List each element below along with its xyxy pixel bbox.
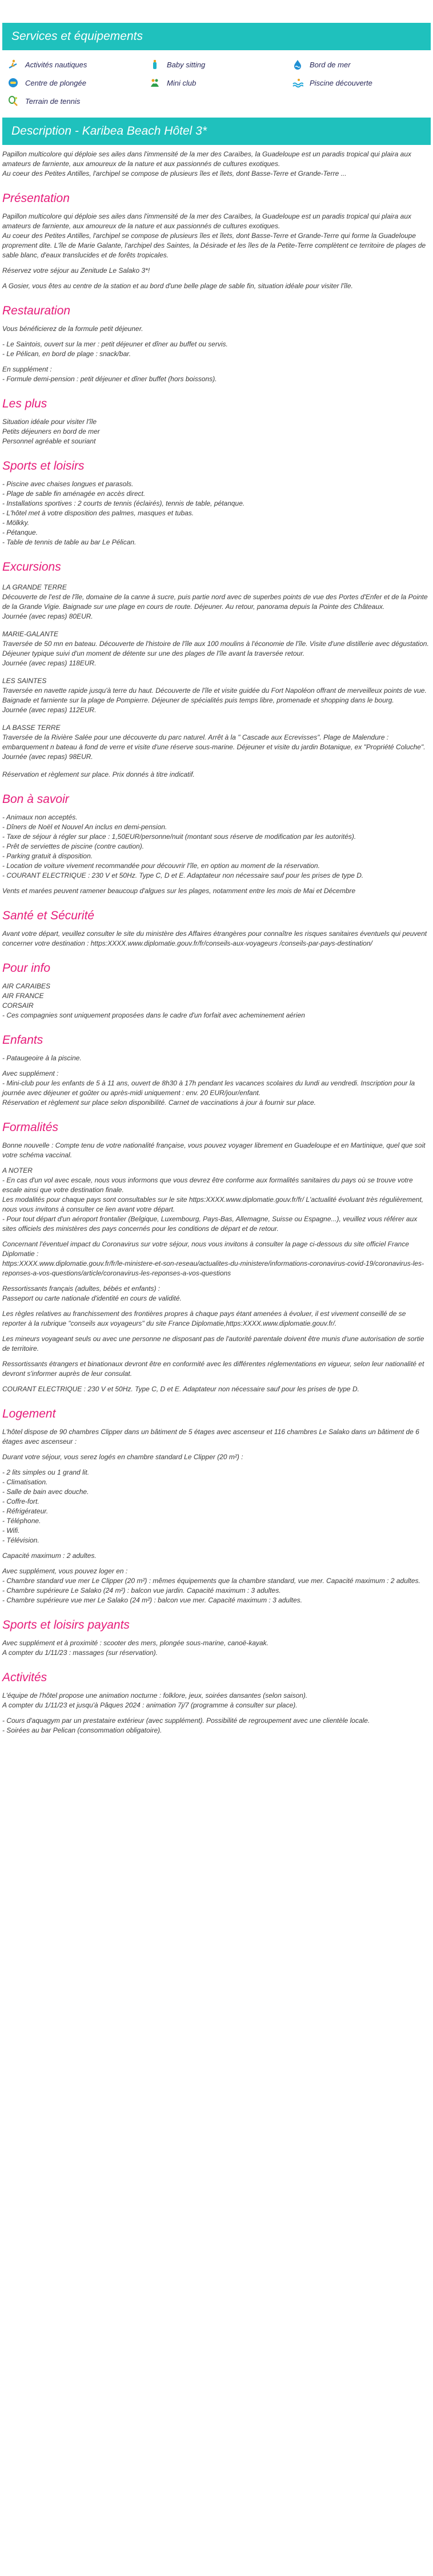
service-item (291, 58, 433, 71)
logement-text: - 2 lits simples ou 1 grand lit. - Climatisation. - Salle de bain avec douche. - Coffre-fort. - Réfrigérateur. - Téléphone. - Wifi. - Télévision. (2, 1468, 90, 1544)
enfants-text: Avec supplément : - Mini-club pour les enfants de 5 à 11 ans, ouvert de 8h30 à 17h pendant les vacances scolaires du lundi au vendredi. Inscription pour la journée avec déjeuner et goûter ou après-midi uniquement : env. 20 EUR/jour/enfant. Réservation et règlement sur place selon disponibilité. Carnet de vaccinations à jour à fournir sur place. (2, 1069, 415, 1107)
section-title-sante: Santé et Sécurité (2, 909, 95, 922)
service-label: Mini club (167, 78, 197, 87)
pool-icon (291, 76, 304, 89)
service-item (7, 58, 149, 71)
pour-info-text: AIR CARAIBES AIR FRANCE CORSAIR - Ces compagnies sont uniquement proposées dans le cadre d'un forfait avec acheminement aérien (2, 982, 305, 1019)
sports-text: - Piscine avec chaises longues et parasols. - Plage de sable fin aménagée en accès direct. - Installations sportives : 2 courts de tennis (éclairés), tennis de table, pétanque. - L'hôtel met à votre disposition des palmes, masques et tubas. - Mölkky. - Pétanque. - Table de tennis de table au bar Le Pélican. (2, 480, 245, 546)
excursion-item (2, 723, 431, 762)
excursion-item (2, 629, 431, 668)
section-title-presentation: Présentation (2, 192, 70, 205)
formalites-text: COURANT ELECTRIQUE : 230 V et 50Hz. Type C, D et E. Adaptateur non nécessaire sauf pour les prises de type D. (2, 1385, 359, 1393)
service-label: Terrain de tennis (25, 96, 81, 106)
formalites-text: Les mineurs voyageant seuls ou avec une personne ne disposant pas de l'autorité parentale doivent être munis d'une autorisation de sortie de territoire. (2, 1335, 424, 1352)
service-item (149, 76, 291, 89)
excursion-name: MARIE-GALANTE (2, 630, 59, 638)
activites-text: L'équipe de l'hôtel propose une animation nocturne : folklore, jeux, soirées dansantes (selon saison). A compter du 1/11/23 et jusqu'à Pâques 2024 : animation 7j/7 (programme à consulter sur place). (2, 1691, 308, 1709)
activites-text: - Cours d'aquagym par un prestataire extérieur (avec supplément). Possibilité de regroupement avec une clientèle locale. - Soirées au bar Pelican (consommation obligatoire). (2, 1717, 370, 1734)
excursion-name: LA GRANDE TERRE (2, 583, 67, 591)
service-label: Baby sitting (167, 60, 206, 69)
excursion-name: LA BASSE TERRE (2, 724, 61, 732)
excursion-price: Journée (avec repas) 112EUR. (2, 706, 97, 714)
excursion-price: Journée (avec repas) 80EUR. (2, 612, 93, 620)
section-title-sports: Sports et loisirs (2, 459, 85, 473)
presentation-text: Réservez votre séjour au Zenitude Le Salako 3*! (2, 267, 150, 274)
formalites-text: Concernant l'éventuel impact du Coronavirus sur votre séjour, nous vous invitons à consulter la page ci-dessous du site officiel France Diplomatie : https:XXXX.www.diplomatie.gouv.fr/fr/le-ministere-et-son-reseau/actualites-du-ministere/informations-coronavirus-covid-19/coronavirus-les-reponses-a-vos-questions/article/coronavirus-les-reponses-a-vos-questions (2, 1240, 424, 1277)
service-label: Piscine découverte (310, 78, 372, 87)
section-title-activites: Activités (2, 1671, 47, 1684)
restauration-text: - Le Saintois, ouvert sur la mer : petit déjeuner et dîner au buffet ou servis. - Le Pélican, en bord de plage : snack/bar. (2, 340, 228, 358)
section-title-pour-info: Pour info (2, 962, 51, 975)
service-label: Bord de mer (310, 60, 351, 69)
service-item (7, 95, 149, 107)
service-item (149, 58, 291, 71)
section-title-enfants: Enfants (2, 1033, 43, 1047)
formalites-text: A NOTER - En cas d'un vol avec escale, nous vous informons que vous devrez être conforme aux formalités sanitaires du pays où se trouve votre escale ainsi que votre destination finale. Les modalités pour chaque pays sont consultables sur le site https:XXXX.www.diplomatie.gouv.fr/fr/ L'actualité évoluant très régulièrement, nous vous invitons à consulter ce lien avant votre départ. - Pour tout départ d'un aéroport frontalier (Belgique, Luxembourg, Pays-Bas, Allemagne, Suisse ou Espagne...), veuillez vous référer aux sites officiels des ministères des pays concernés pour les conditions de départ et de retour. (2, 1166, 424, 1233)
enfants-text: - Pataugeoire à la piscine. (2, 1054, 82, 1062)
section-title-sports-payants: Sports et loisirs payants (2, 1618, 130, 1632)
excursion-text: Traversée de la Rivière Salée pour une découverte du parc naturel. Arrêt à la " Cascade aux Ecrevisses". Plage de Malendure : embarquement n bateau à fond de verre et visite d'une réserve sous-marine. Déjeuner et visite du jardin Botanique, ex "Propriété Coluche". (2, 733, 426, 751)
presentation-text: Papillon multicolore qui déploie ses ailes dans l'immensité de la mer des Caraïbes, la Guadeloupe est un paradis tropical qui plaira aux amateurs de farniente, aux amoureux de la nature et aux passionnés de cultures exotiques. Au coeur des Petites Antilles, l'archipel se compose de plusieurs îles et îlets, dont Basse-Terre et Grande-Terre qui forme la Guadeloupe proprement dite. L'île de Marie Galante, l'archipel des Saintes, la Désirade et les îles de la Petite-Terre complètent ce territoire de plages de sable blanc, d'eaux translucides et de forêts tropicales. (2, 212, 426, 259)
formalites-text: Ressortissants français (adultes, bébés et enfants) : Passeport ou carte nationale d'identité en cours de validité. (2, 1285, 182, 1302)
les-plus-text: Situation idéale pour visiter l'île Petits déjeuners en bord de mer Personnel agréable et souriant (2, 418, 100, 445)
service-item (7, 76, 149, 89)
presentation-text: A Gosier, vous êtes au centre de la station et au bord d'une belle plage de sable fin, situation idéale pour visiter l'île. (2, 282, 353, 290)
diver-icon (7, 76, 19, 89)
logement-text: Durant votre séjour, vous serez logés en chambre standard Le Clipper (20 m²) : (2, 1453, 243, 1461)
services-grid (2, 55, 431, 118)
page (0, 23, 433, 1750)
section-title-les-plus: Les plus (2, 397, 47, 410)
tennis-icon (7, 95, 19, 107)
bon-a-savoir-note: Vents et marées peuvent ramener beaucoup d'algues sur les plages, notamment entre les mois de Mai et Décembre (2, 887, 356, 895)
description-intro: Papillon multicolore qui déploie ses ailes dans l'immensité de la mer des Caraïbes, la Guadeloupe est un paradis tropical qui plaira aux amateurs de farniente, aux amoureux de la nature et aux passionnés de cultures exotiques. Au coeur des Petites Antilles, l'archipel se compose de plusieurs îles et îlets, dont Basse-Terre et Grande-Terre ... (2, 150, 412, 177)
section-title-logement: Logement (2, 1407, 56, 1420)
formalites-text: Ressortissants étrangers et binationaux devront être en conformité avec les différentes réglementations en vigueur, selon leur nationalité et devront s'informer auprès de leur consulat. (2, 1360, 424, 1378)
excursion-price: Journée (avec repas) 98EUR. (2, 753, 93, 761)
excursion-item (2, 583, 431, 621)
excursion-note: Réservation et règlement sur place. Prix donnés à titre indicatif. (2, 770, 195, 778)
logement-text: Avec supplément, vous pouvez loger en : - Chambre standard vue mer Le Clipper (20 m²) : mêmes équipements que la chambre standard, vue mer. Capacité maximum : 2 adultes. - Chambre supérieure Le Salako (24 m²) : balcon vue jardin. Capacité maximum : 3 adultes. - Chambre supérieure vue mer Le Salako (24 m²) : balcon vue mer. Capacité maximum : 3 adultes. (2, 1567, 420, 1604)
excursion-text: Traversée de 50 mn en bateau. Découverte de l'histoire de l'île aux 100 moulins à l'économie de l'île. Visite d'une distillerie avec dégustation. Déjeuner typique suivi d'un moment de détente sur une des plages de l'île avant la traversée retour. (2, 640, 429, 657)
excursion-name: LES SAINTES (2, 677, 47, 685)
excursion-text: Découverte de l'est de l'île, domaine de la canne à sucre, puis partie nord avec de superbes points de vue des Portes d'Enfer et de la Pointe de la Grande Vigie. Baignade sur une plage en cours de route. Déjeuner. Au retour, panorama depuis la Pointe des Châteaux. (2, 593, 428, 611)
section-title-formalites: Formalités (2, 1121, 59, 1134)
services-title: Services et équipements (2, 23, 431, 50)
logement-text: Capacité maximum : 2 adultes. (2, 1552, 97, 1560)
formalites-text: Les règles relatives au franchissement des frontières propres à chaque pays étant amenées à évoluer, il est vivement conseillé de se reporter à la rubrique "conseils aux voyageurs" du site France Diplomatie,https:XXXX.www.diplomatie.gouv.fr/. (2, 1310, 406, 1327)
service-item (291, 76, 433, 89)
section-title-bon-a-savoir: Bon à savoir (2, 793, 69, 806)
section-title-excursions: Excursions (2, 560, 61, 574)
surfer-icon (7, 58, 19, 71)
bon-a-savoir-text: - Animaux non acceptés. - Dîners de Noël et Nouvel An inclus en demi-pension. - Taxe de séjour à régler sur place : 1,50EUR/personne/nuit (montant sous réserve de modification par les autorités). - Prêt de serviettes de piscine (contre caution). - Parking gratuit à disposition. - Location de voiture vivement recommandée pour découvrir l'île, en option au moment de la réservation. - COURANT ELECTRIQUE : 230 V et 50Hz. Type C, D et E. Adaptateur non nécessaire sauf pour les prises de type D. (2, 813, 364, 879)
description-title: Description - Karibea Beach Hôtel 3* (2, 118, 431, 145)
mini-club-icon (149, 76, 161, 89)
logement-text: L'hôtel dispose de 90 chambres Clipper dans un bâtiment de 5 étages avec ascenseur et 116 chambres Le Salako dans un bâtiment de 6 étages avec ascenseur : (2, 1428, 419, 1446)
service-label: Centre de plongée (25, 78, 86, 87)
restauration-text: Vous bénéficierez de la formule petit déjeuner. (2, 325, 143, 333)
service-label: Activités nautiques (25, 60, 87, 69)
baby-bottle-icon (149, 58, 161, 71)
formalites-text: Bonne nouvelle : Compte tenu de votre nationalité française, vous pouvez voyager librement en Guadeloupe et en Martinique, quel que soit votre schéma vaccinal. (2, 1141, 426, 1159)
restauration-text: En supplément : - Formule demi-pension : petit déjeuner et dîner buffet (hors boissons). (2, 365, 217, 383)
sante-text: Avant votre départ, veuillez consulter le site du ministère des Affaires étrangères pour connaître les risques sanitaires éventuels qui peuvent concerner votre destination : https:XXXX.www.diplomatie.gouv.fr/fr/conseils-aux-voyageurs /conseils-par-pays-destination/ (2, 930, 427, 947)
section-title-restauration: Restauration (2, 304, 71, 317)
excursion-price: Journée (avec repas) 118EUR. (2, 659, 97, 667)
excursion-item (2, 676, 431, 715)
excursion-text: Traversée en navette rapide jusqu'à terre du haut. Découverte de l'île et visite guidée du Fort Napoléon offrant de merveilleux points de vue. Baignade et farniente sur la plage de Pompierre. Déjeuner de spécialités puis temps libre, promenade et shopping dans le bourg. (2, 687, 427, 704)
sports-payants-text: Avec supplément et à proximité : scooter des mers, plongée sous-marine, canoë-kayak. A compter du 1/11/23 : massages (sur réservation). (2, 1639, 269, 1657)
wave-drop-icon (291, 58, 304, 71)
